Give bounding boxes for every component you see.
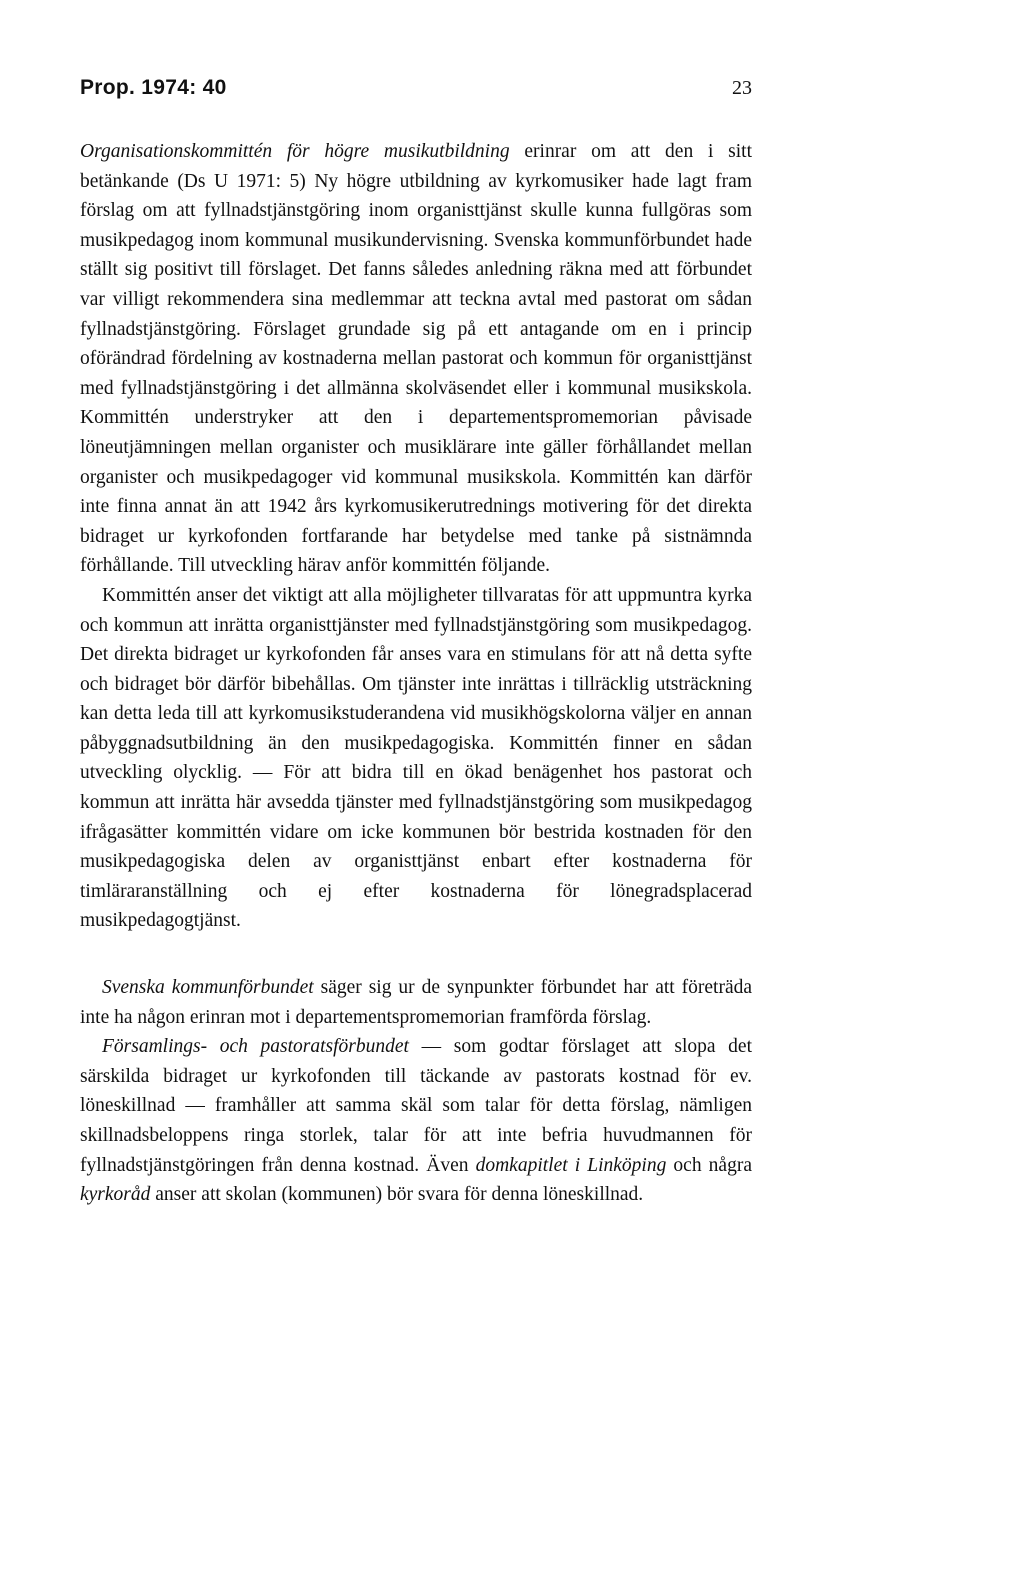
page-number: 23 xyxy=(732,77,752,99)
paragraph-svenska-kommunforbundet xyxy=(80,973,752,1032)
text-run: — som godtar förslaget att slopa det särskilda bidraget ur kyrkofonden till täckande av pastorats kostnad för ev. löneskillnad — framhåller att samma skäl som talar för detta förslag, nämligen skillnadsbeloppens ringa storlek, talar för att inte befria huvudmannen för fyllnadstjänstgöringen från denna kostnad. Även xyxy=(80,1036,752,1176)
document-reference: Prop. 1974: 40 xyxy=(80,76,227,99)
text-run: säger sig ur de synpunkter förbundet har att företräda inte ha någon erinran mot i departementspromemorian framförda förslag. xyxy=(80,977,752,1028)
text-run: erinrar om att den i sitt betänkande (Ds U 1971: 5) Ny högre utbildning av kyrkomusiker hade lagt fram förslag om att fyllnadstjänstgöring inom organisttjänst skulle kunna fullgöras som musikpedagog inom kommunal musikundervisning. Svenska kommunförbundet hade ställt sig positivt till förslaget. Det fanns således anledning räkna med att förbundet var villigt rekommendera sina medlemmar att teckna avtal med pastorat om sådan fyllnadstjänstgöring. Förslaget grundade sig på ett antagande om en i princip oförändrad fördelning av kostnaderna mellan pastorat och kommun för organisttjänst med fyllnadstjänstgöring i det allmänna skolväsendet eller i kommunal musikskola. Kommittén understryker att den i departementspromemorian påvisade löneutjämningen mellan organister och musiklärare inte gäller förhållandet mellan organister och musikpedagoger vid kommunal musikskola. Kommittén kan därför inte finna annat än att 1942 års kyrkomusikerutrednings motivering för det direkta bidraget ur kyrkofonden fortfarande har betydelse med tanke på sistnämnda förhållande. Till utveckling härav anför kommittén följande. xyxy=(80,141,752,577)
italic-term: Församlings- och pastoratsförbundet xyxy=(102,1036,409,1058)
body-text xyxy=(80,137,752,1210)
text-run: och några xyxy=(666,1154,752,1176)
page-header xyxy=(80,76,752,108)
italic-term: kyrkoråd xyxy=(80,1184,151,1206)
italic-term: domkapitlet i Linköping xyxy=(475,1154,667,1176)
paragraph-kommitten-anser xyxy=(80,581,752,936)
paragraph-forsamlings-forbundet xyxy=(80,1032,752,1210)
italic-term: Svenska kommunförbundet xyxy=(102,977,314,999)
text-run: Kommittén anser det viktigt att alla möjligheter tillvaratas för att uppmuntra kyrka och kommun att inrätta organisttjänster med fyllnadstjänstgöring som musikpedagog. Det direkta bidraget ur kyrkofonden får anses vara en stimulans för att nå detta syfte och bidraget bör därför bibehållas. Om tjänster inte inrättas i tillräcklig utsträckning kan detta leda till att kyrkomusikstuderandena vid musikhögskolorna väljer en annan påbyggnadsutbildning än den musikpedagogiska. Kommittén finner en sådan utveckling olycklig. — För att bidra till en ökad benägenhet hos pastorat och kommun att inrätta här avsedda tjänster med fyllnadstjänstgöring som musikpedagog ifrågasätter kommittén vidare om icke kommunen bör bestrida kostnaden för den musikpedagogiska delen av organisttjänst enbart efter kostnaderna för timläraranställning och ej efter kostnaderna för lönegradsplacerad musikpedagogtjänst. xyxy=(80,584,752,932)
italic-term: Organisationskommittén för högre musikutbildning xyxy=(80,141,510,162)
paragraph-organisationskommitten xyxy=(80,137,752,581)
text-run: anser att skolan (kommunen) bör svara för denna löneskillnad. xyxy=(150,1184,644,1206)
